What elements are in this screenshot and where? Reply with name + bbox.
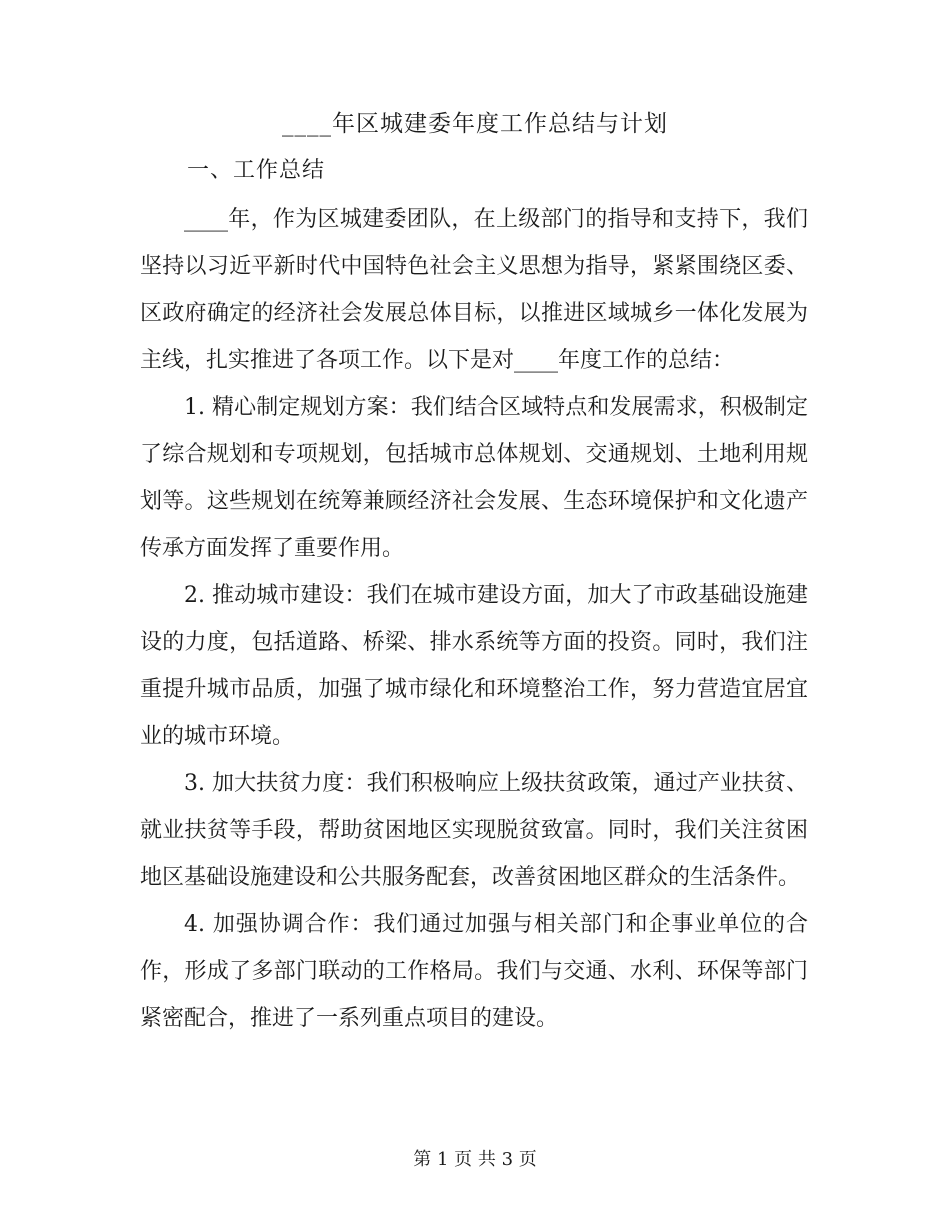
intro-paragraph: ____年，作为区城建委团队，在上级部门的指导和支持下，我们坚持以习近平新时代中国特色社会主义思想为指导，紧紧围绕区委、区政府确定的经济社会发展总体目标，以推进区域城乡一体化发展为主线，扎实推进了各项工作。以下是对____年度工作的总结： [140, 207, 808, 373]
document-title: ____年区城建委年度工作总结与计划 [282, 111, 668, 137]
item-paragraph-coordination: 4. 加强协调合作：我们通过加强与相关部门和企事业单位的合作，形成了多部门联动的工作格局。我们与交通、水利、环保等部门紧密配合，推进了一系列重点项目的建设。 [140, 912, 808, 1031]
item-paragraph-planning: 1. 精心制定规划方案：我们结合区域特点和发展需求，积极制定了综合规划和专项规划，包括城市总体规划、交通规划、土地利用规划等。这些规划在统筹兼顾经济社会发展、生态环境保护和文化遗产传承方面发挥了重要作用。 [140, 395, 808, 561]
section-heading: 一、工作总结 [187, 158, 326, 183]
item-paragraph-poverty: 3. 加大扶贫力度：我们积极响应上级扶贫政策，通过产业扶贫、就业扶贫等手段，帮助贫困地区实现脱贫致富。同时，我们关注贫困地区基础设施建设和公共服务配套，改善贫困地区群众的生活条件。 [140, 771, 808, 890]
page-footer: 第 1 页 共 3 页 [413, 1149, 537, 1170]
item-paragraph-construction: 2. 推动城市建设：我们在城市建设方面，加大了市政基础设施建设的力度，包括道路、桥梁、排水系统等方面的投资。同时，我们注重提升城市品质，加强了城市绿化和环境整治工作，努力营造宜居宜业的城市环境。 [140, 583, 808, 749]
document-body [140, 196, 808, 1042]
